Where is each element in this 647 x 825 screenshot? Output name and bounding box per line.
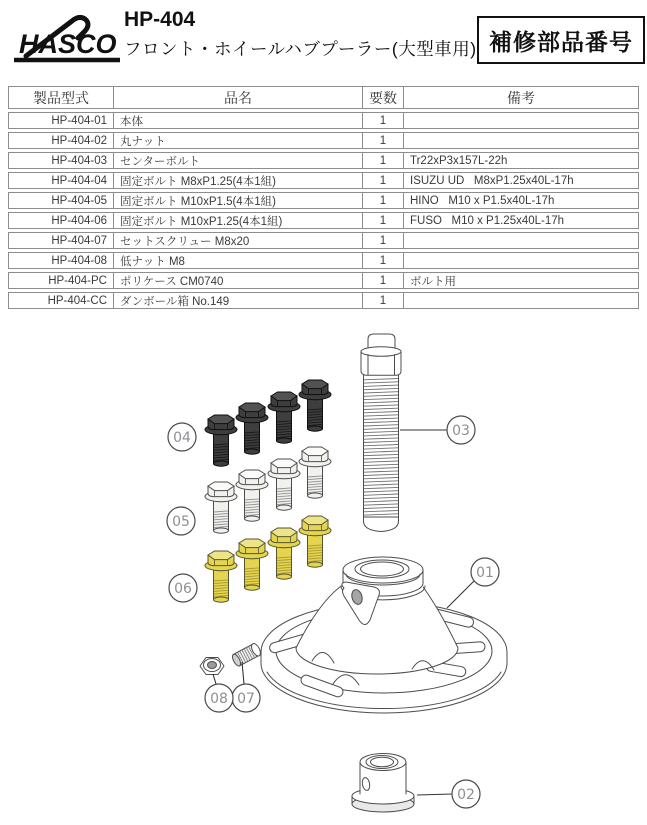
leader-line-08: [213, 674, 216, 684]
callout-03: [447, 416, 475, 444]
callout-04: [168, 423, 196, 451]
cell-model: HP-404-07: [51, 234, 107, 247]
cell-name: 固定ボルト M10xP1.5(4本1組): [113, 193, 362, 208]
table-row: [8, 212, 639, 229]
table-row: [8, 292, 639, 309]
callout-03-label: 03: [452, 423, 470, 439]
cell-note: [403, 233, 638, 248]
callout-01-label: 01: [476, 565, 494, 581]
leader-line-02: [417, 794, 452, 795]
col-header-qty: 要数: [362, 87, 403, 108]
callout-07: [232, 684, 260, 712]
col-header-note: 備考: [403, 87, 638, 108]
cell-qty: 1: [362, 173, 403, 188]
cell-qty: 1: [362, 273, 403, 288]
parts-table-body: [8, 112, 639, 309]
cell-model: HP-404-02: [51, 134, 107, 147]
cell-model: HP-404-08: [51, 254, 107, 267]
callout-08: [205, 684, 233, 712]
callout-05-label: 05: [172, 514, 190, 530]
table-row: [8, 252, 639, 269]
repair-parts-number-stamp: 補修部品番号: [477, 16, 645, 64]
cell-qty: 1: [362, 233, 403, 248]
table-row: [8, 272, 639, 289]
table-row: [8, 132, 639, 149]
col-header-model: 製品型式: [33, 89, 89, 106]
cell-model: HP-404-PC: [48, 274, 107, 287]
cell-name: 固定ボルト M8xP1.25(4本1組): [113, 173, 362, 188]
cell-name: 固定ボルト M10xP1.25(4本1組): [113, 213, 362, 228]
cell-model: HP-404-04: [51, 174, 107, 187]
callout-08-label: 08: [210, 691, 228, 707]
cell-note: HINO M10 x P1.5x40L-17h: [403, 193, 638, 208]
part-center-bolt: [361, 334, 401, 532]
cell-note: ISUZU UD M8xP1.25x40L-17h: [403, 173, 638, 188]
callout-01: [471, 558, 499, 586]
cell-name: ダンボール箱 No.149: [113, 293, 362, 308]
col-header-name: 品名: [113, 87, 362, 108]
cell-note: [403, 293, 638, 308]
exploded-diagram: [0, 330, 647, 825]
cell-name: ポリケース CM0740: [113, 273, 362, 288]
cell-note: ボルト用: [403, 273, 638, 288]
cell-name: セットスクリュー M8x20: [113, 233, 362, 248]
cell-model: HP-404-03: [51, 154, 107, 167]
callout-02-label: 02: [457, 787, 475, 803]
table-row: [8, 172, 639, 189]
callout-07-label: 07: [237, 691, 255, 707]
cell-qty: 1: [362, 153, 403, 168]
cell-note: [403, 133, 638, 148]
table-row: [8, 112, 639, 129]
cell-note: [403, 113, 638, 128]
cell-note: [403, 253, 638, 268]
cell-model: HP-404-CC: [47, 294, 107, 307]
table-header-row: [8, 86, 639, 109]
callout-05: [167, 507, 195, 535]
callout-06: [169, 574, 197, 602]
cell-name: 本体: [113, 113, 362, 128]
part-main-body: [261, 557, 507, 713]
logo-text: HASCO: [19, 29, 117, 59]
part-set-screw: [231, 642, 263, 667]
part-low-nut: [200, 658, 224, 675]
table-row: [8, 152, 639, 169]
cell-name: センターボルト: [113, 153, 362, 168]
cell-model: HP-404-06: [51, 214, 107, 227]
cell-note: Tr22xP3x157L-22h: [403, 153, 638, 168]
cell-qty: 1: [362, 293, 403, 308]
callout-04-label: 04: [173, 430, 191, 446]
cell-qty: 1: [362, 133, 403, 148]
cell-name: 丸ナット: [113, 133, 362, 148]
cell-qty: 1: [362, 193, 403, 208]
cell-model: HP-404-05: [51, 194, 107, 207]
callout-02: [452, 780, 480, 808]
cell-model: HP-404-01: [51, 114, 107, 127]
hasco-logo: [12, 8, 124, 68]
leader-line-01: [447, 581, 474, 608]
cell-qty: 1: [362, 113, 403, 128]
cell-qty: 1: [362, 253, 403, 268]
page-title: HP-404: [124, 8, 196, 31]
leader-line-07: [242, 662, 244, 684]
cell-note: FUSO M10 x P1.25x40L-17h: [403, 213, 638, 228]
parts-table: [8, 86, 639, 312]
table-row: [8, 232, 639, 249]
part-round-nut: [352, 754, 414, 813]
page-subtitle: フロント・ホイールハブプーラー(大型車用): [124, 39, 477, 60]
cell-qty: 1: [362, 213, 403, 228]
cell-name: 低ナット M8: [113, 253, 362, 268]
callout-06-label: 06: [174, 581, 192, 597]
title-block: [124, 8, 477, 61]
table-row: [8, 192, 639, 209]
